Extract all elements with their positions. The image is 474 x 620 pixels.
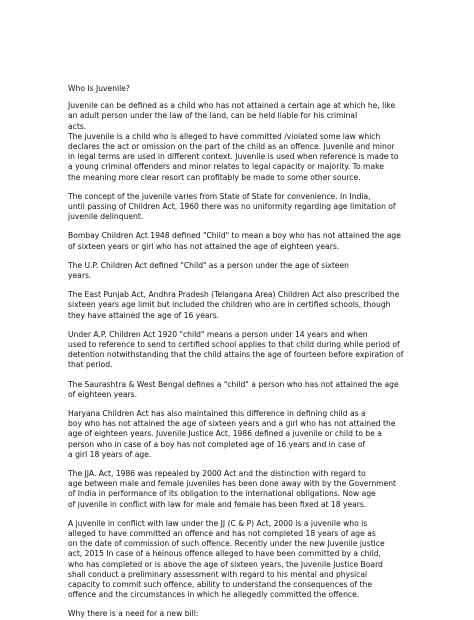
paragraph-up-act: The U.P. Children Act defined "Child" as a person under the age of sixteen years.	[68, 260, 349, 280]
document-title: Who Is Juvenile?	[68, 84, 130, 93]
paragraph-bombay-act: Bombay Children Act 1948 defined "Child" to mean a boy who has not attained the age of sixteen years or girl who has not attained the age of eighteen years.	[68, 231, 401, 251]
paragraph-ap-act: Under A.P. Children Act 1920 "child" means a person under 14 years and when used to reference to send to certified school applies to that child during while period of detention notwithstanding that the child attains the age of fourteen before expiration of that period.	[68, 329, 404, 370]
paragraph-jja-act: The JJA. Act, 1986 was repealed by 2000 Act and the distinction with regard to age between male and female juveniles has been done away with by the Government of India in performance of its obligation to the international obligations. Now age of juvenile in conflict with law for male and female has been fixed at 18 years.	[68, 469, 397, 509]
paragraph-east-punjab-act: The East Punjab Act, Andhra Pradesh (Telangana Area) Children Act also prescribed the sixteen years age limit but included the children who are in certified schools, though they have attained the age of 16 years.	[68, 290, 400, 320]
paragraph-conflict-with-law: A juvenile in conflict with law under the JJ (C & P) Act, 2000 is a juvenile who is alleged to have committed an offence and has not completed 18 years of age as on the date of commission of such offence. Recently under the new Juvenile justice act, 2015 In case of a heinous offence alleged to have been committed by a child, who has completed or is above the age of sixteen years, the Juvenile Justice Board shall conduct a preliminary assessment with regard to his mental and physical capacity to commit such offence, ability to understand the consequences of the offence and the circumstances in which he allegedly committed the offence.	[68, 518, 385, 600]
closing-question: Why there is a need for a new bill:	[68, 609, 199, 619]
paragraph-saurashtra-act: The Saurashtra & West Bengal defines a "child" a person who has not attained the age of eighteen years.	[68, 379, 399, 399]
paragraph-definition: Juvenile can be defined as a child who has not attained a certain age at which he, like an adult person under the law of the land, can be held liable for his criminal acts. The juvenile is a child who is alleged to have committed /violated some law which declares the act or omission on the part of the child as an offence. Juvenile and minor in legal terms are used in different context. Juvenile is used when reference is made to a young criminal offenders and minor relates to legal capacity or majority. To make the meaning more clear resort can profitably be made to some other source.	[68, 101, 399, 182]
paragraph-haryana-act: Haryana Children Act has also maintained this difference in defining child as a boy who has not attained the age of sixteen years and a girl who has not attained the age of eighteen years. Juvenile Justice Act, 1986 defined a juvenile or child to be a person who in case of a boy has not completed age of 16 years and in case of a girl 18 years of age.	[68, 409, 396, 459]
paragraph-concept: The concept of the juvenile varies from State of State for convenience. In India, until passing of Children Act, 1960 there was no uniformity regarding age limitation of juvenile delinquent.	[68, 191, 396, 222]
